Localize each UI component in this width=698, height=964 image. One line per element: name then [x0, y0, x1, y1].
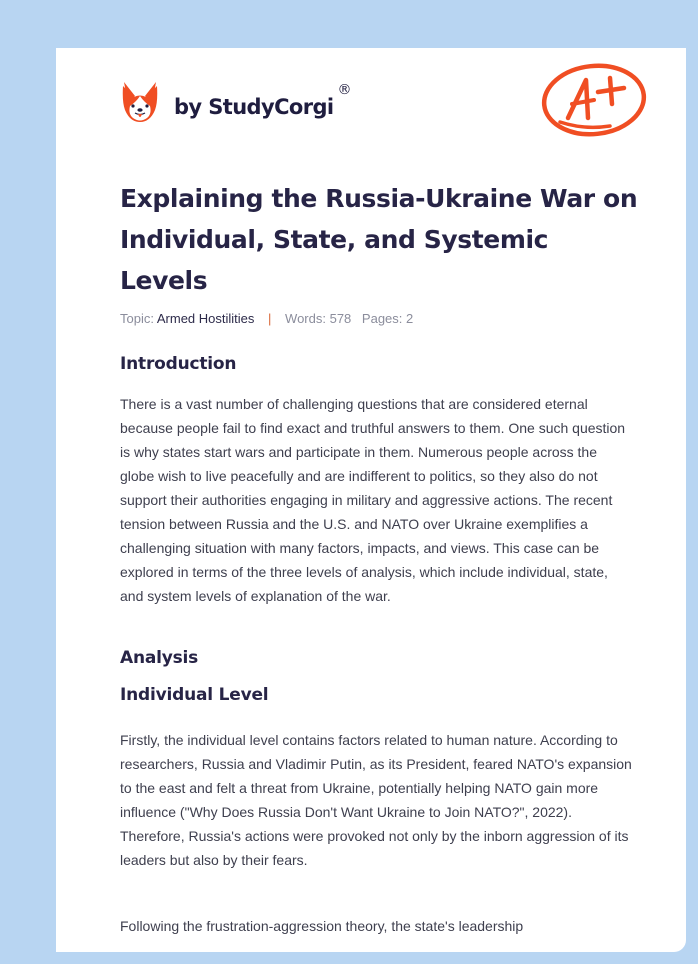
a-plus-grade-icon: [538, 60, 650, 140]
word-count: Words: 578: [285, 311, 352, 326]
section-heading-analysis: Analysis: [120, 648, 199, 668]
registered-mark: ®: [337, 82, 352, 98]
brand-name: by StudyCorgi: [174, 95, 334, 119]
introduction-paragraph: There is a vast number of challenging questions that are considered eternal because people fail to find exact and truthful answers to them. One such question is why states start wars and participate in them. Numerous people across the globe wish to live peacefully and are indifferent to politics, so they also do not support their authorities engaging in military and aggressive actions. The recent tension between Russia and the U.S. and NATO over Ukraine exemplifies a challenging situation with many factors, impacts, and views. This case can be explored in terms of the three levels of analysis, which include individual, state, and system levels of explanation of the war.: [120, 396, 626, 604]
topic-link[interactable]: Armed Hostilities: [156, 311, 255, 326]
section-heading-introduction: Introduction: [120, 354, 237, 374]
individual-level-paragraph: Firstly, the individual level contains factors related to human nature. According to researchers, Russia and Vladimir Putin, as its President, feared NATO's expansion to the east and felt a threat from Ukraine, potentially helping NATO gain more influence ("Why Does Russia Don't Want Ukraine to Join NATO?", 2022). Therefore, Russia's actions were provoked not only by the inborn aggression of its leaders but also by their fears.: [120, 732, 632, 868]
document-card: [56, 48, 686, 952]
corgi-icon: [120, 80, 160, 124]
page-count: Pages: 2: [361, 311, 414, 326]
document-title: Explaining the Russia-Ukraine War on Individual, State, and Systemic Levels: [120, 184, 638, 295]
topic-label: Topic:: [120, 311, 154, 326]
subsection-heading-individual-level: Individual Level: [120, 685, 269, 705]
document-meta: [120, 311, 413, 326]
meta-separator: |: [268, 311, 272, 326]
individual-level-paragraph-2: Following the frustration-aggression theory, the state's leadership: [120, 918, 524, 934]
header: [120, 74, 640, 144]
studycorgi-logo[interactable]: [120, 74, 352, 130]
